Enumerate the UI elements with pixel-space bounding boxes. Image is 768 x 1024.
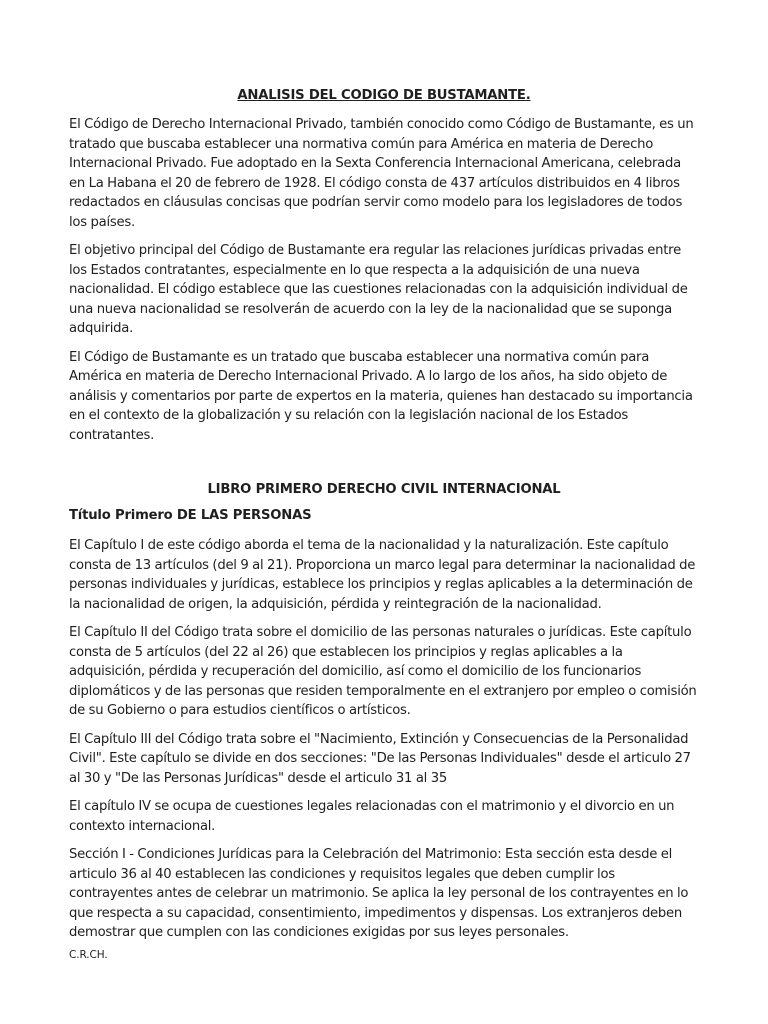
footer-initials: C.R.CH. [69,949,108,961]
document-title: ANALISIS DEL CODIGO DE BUSTAMANTE. [237,88,531,103]
body-paragraph: Sección I - Condiciones Jurídicas para la Celebración del Matrimonio: Esta sección esta desde el articulo 36 al 40 establecen las condiciones y requisitos legales que deben cumplir los contrayentes antes de celebrar un matrimonio. Se aplica la ley personal de los contrayentes en lo que respecta a su capacidad, consentimiento, impedimentos y dispensas. Los extranjeros deben demostrar que cumplen con las condiciones exigidas por sus leyes personales. [69,847,689,940]
body-paragraph: El Capítulo II del Código trata sobre el domicilio de las personas naturales o jurídicas. Este capítulo consta de 5 artículos (del 22 al 26) que establecen los principios y reglas aplicables a la adquisición, pérdida y recuperación del domicilio, así como el domicilio de los funcionarios diplomáticos y de las personas que residen temporalmente en el extranjero por empleo o comisión de su Gobierno o para estudios científicos o artísticos. [69,625,697,718]
book-heading: LIBRO PRIMERO DERECHO CIVIL INTERNACIONAL [207,482,561,497]
body-paragraph: El capítulo IV se ocupa de cuestiones legales relacionadas con el matrimonio y el divorcio en un contexto internacional. [69,799,675,834]
body-paragraph: El Capítulo I de este código aborda el tema de la nacionalidad y la naturalización. Este capítulo consta de 13 artículos (del 9 al 21). Proporciona un marco legal para determinar la nacionalidad de personas individuales y jurídicas, establece los principios y reglas aplicables a la determinación de la nacionalidad de origen, la adquisición, pérdida y reintegración de la nacionalidad. [69,538,696,612]
document-page [69,86,699,952]
intro-paragraph: El objetivo principal del Código de Bustamante era regular las relaciones jurídicas privadas entre los Estados contratantes, especialmente en lo que respecta a la adquisición de una nueva nacionalidad. El código establece que las cuestiones relacionadas con la adquisición individual de una nueva nacionalidad se resolverán de acuerdo con la ley de la nacionalidad que se suponga adquirida. [69,243,688,336]
intro-paragraph: El Código de Bustamante es un tratado que buscaba establecer una normativa común para América en materia de Derecho Internacional Privado. A lo largo de los años, ha sido objeto de análisis y comentarios por parte de expertos en la materia, quienes han destacado su importancia en el contexto de la globalización y su relación con la legislación nacional de los Estados contratantes. [69,349,693,443]
title-heading: Título Primero DE LAS PERSONAS [69,508,312,523]
intro-paragraph: El Código de Derecho Internacional Privado, también conocido como Código de Bustamante, es un tratado que buscaba establecer una normativa común para América en materia de Derecho Internacional Privado. Fue adoptado en la Sexta Conferencia Internacional Americana, celebrada en La Habana el 20 de febrero de 1928. El código consta de 437 artículos distribuidos en 4 libros redactados en cláusulas concisas que podrían servir como modelo para los legisladores de todos los países. [69,117,694,230]
body-paragraph: El Capítulo III del Código trata sobre el "Nacimiento, Extinción y Consecuencias de la Personalidad Civil". Este capítulo se divide en dos secciones: "De las Personas Individuales" desde el articulo 27 al 30 y "De las Personas Jurídicas" desde el articulo 31 al 35 [69,731,691,786]
